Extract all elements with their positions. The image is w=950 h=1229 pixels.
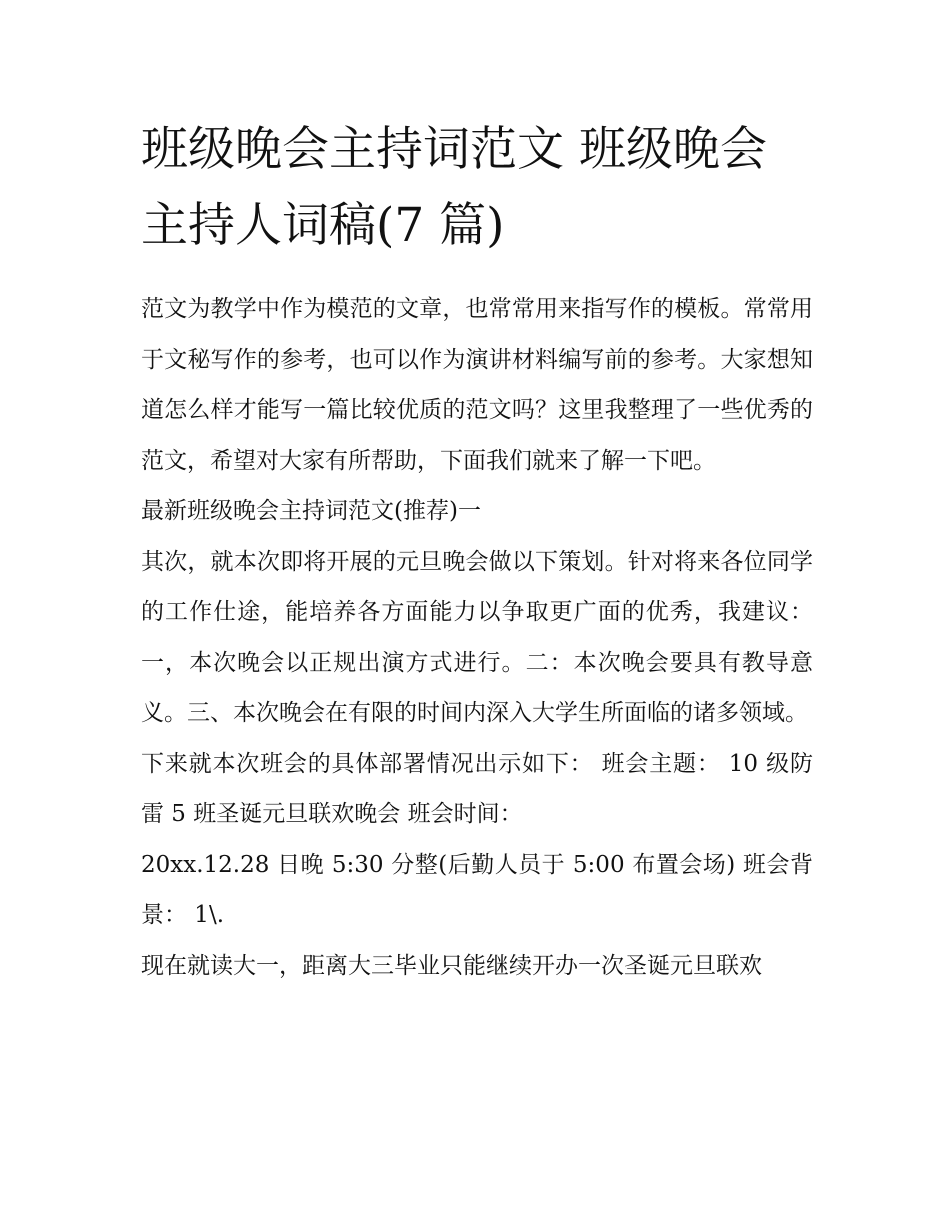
body-paragraph: 下来就本次班会的具体部署情况出示如下： 班会主题： 10 级防雷 5 班圣诞元旦联欢晚会 班会时间： xyxy=(141,750,813,827)
intro-paragraph: 范文为教学中作为模范的文章，也常常用来指写作的模板。常常用于文秘写作的参考，也可以作为演讲材料编写前的参考。大家想知道怎么样才能写一篇比较优质的范文吗？这里我整理了一些优秀的范文，希望对大家有所帮助，下面我们就来了解一下吧。 xyxy=(141,296,813,474)
body-paragraph: 20xx.12.28 日晚 5:30 分整(后勤人员于 5:00 布置会场) 班会背景： 1\. xyxy=(141,851,813,928)
body-paragraph: 现在就读大一，距离大三毕业只能继续开办一次圣诞元旦联欢 xyxy=(141,952,762,979)
document-title: 班级晚会主持词范文 班级晚会主持人词稿(7 篇) xyxy=(141,122,767,253)
section-heading: 最新班级晚会主持词范文(推荐)一 xyxy=(141,498,481,524)
body-paragraph: 其次，就本次即将开展的元旦晚会做以下策划。针对将来各位同学的工作仕途，能培养各方面能力以争取更广面的优秀，我建议：一，本次晚会以正规出演方式进行。二：本次晚会要具有教导意义。三、本次晚会在有限的时间内深入大学生所面临的诸多领域。 xyxy=(141,548,813,726)
document-page xyxy=(141,112,813,991)
